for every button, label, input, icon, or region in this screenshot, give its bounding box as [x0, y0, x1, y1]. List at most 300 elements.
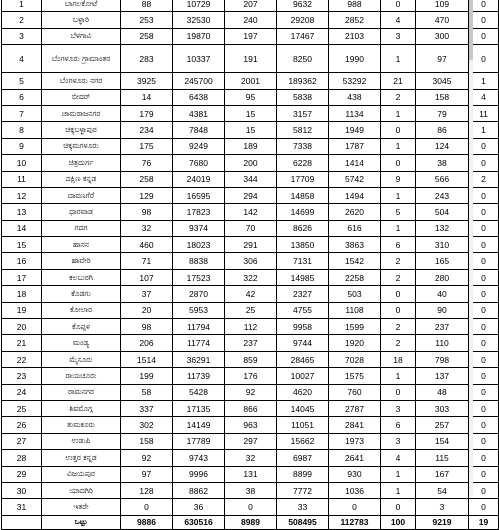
cell-c8: 0: [469, 400, 499, 416]
table-row: [2, 400, 499, 416]
cell-c1: 199: [121, 368, 173, 384]
district-name: ಬೀದರ್: [42, 89, 121, 105]
total-c3: 8989: [225, 515, 277, 529]
district-name: ಧಾರವಾಡ: [42, 204, 121, 220]
cell-c2: 17523: [173, 269, 225, 285]
cell-c4: 4755: [277, 302, 329, 318]
cell-c2: 6438: [173, 89, 225, 105]
cell-c6: 0: [381, 302, 416, 318]
cell-c8: 0: [469, 138, 499, 154]
row-number: 8: [2, 122, 42, 138]
cell-c8: 11: [469, 105, 499, 121]
district-name: ಗದಗ: [42, 220, 121, 236]
cell-c2: 19870: [173, 28, 225, 44]
scrollbar-thumb[interactable]: [469, 0, 473, 60]
cell-c3: 70: [225, 220, 277, 236]
cell-c3: 15: [225, 122, 277, 138]
cell-c4: 5838: [277, 89, 329, 105]
cell-c2: 18023: [173, 237, 225, 253]
cell-c1: 88: [121, 0, 173, 12]
cell-c2: 5953: [173, 302, 225, 318]
table-row: [2, 335, 499, 351]
cell-c6: 18: [381, 351, 416, 367]
table-row: [2, 89, 499, 105]
cell-c6: 4: [381, 12, 416, 28]
cell-c8: 0: [469, 433, 499, 449]
cell-c2: 245700: [173, 73, 225, 89]
row-number: 25: [2, 400, 42, 416]
cell-c6: 1: [381, 45, 416, 73]
row-number: 17: [2, 269, 42, 285]
cell-c5: 1134: [329, 105, 381, 121]
total-c6: 100: [381, 515, 416, 529]
cell-c4: 14045: [277, 400, 329, 416]
cell-c2: 11794: [173, 319, 225, 335]
cell-c8: 0: [469, 286, 499, 302]
district-name: ಉಡುಪಿ: [42, 433, 121, 449]
cell-c3: 38: [225, 482, 277, 498]
table-row: [2, 482, 499, 498]
cell-c1: 98: [121, 319, 173, 335]
row-number: 20: [2, 319, 42, 335]
cell-c3: 197: [225, 28, 277, 44]
cell-c5: 2852: [329, 12, 381, 28]
table-row: [2, 319, 499, 335]
cell-c6: 6: [381, 417, 416, 433]
cell-c5: 2258: [329, 269, 381, 285]
cell-c8: 0: [469, 28, 499, 44]
cell-c6: 5: [381, 204, 416, 220]
cell-c7: 165: [416, 253, 469, 269]
cell-c2: 9743: [173, 450, 225, 466]
district-name: ಮಂಡ್ಯ: [42, 335, 121, 351]
cell-c4: 2327: [277, 286, 329, 302]
row-number: 13: [2, 204, 42, 220]
cell-c3: 2001: [225, 73, 277, 89]
total-label: ಒಟ್ಟು: [42, 515, 121, 529]
cell-c7: 798: [416, 351, 469, 367]
district-name: ಬಾಗಲಕೋಟೆ: [42, 0, 121, 12]
cell-c4: 189362: [277, 73, 329, 89]
cell-c4: 28465: [277, 351, 329, 367]
cell-c1: 128: [121, 482, 173, 498]
cell-c1: 3925: [121, 73, 173, 89]
cell-c6: 1: [381, 105, 416, 121]
cell-c2: 7848: [173, 122, 225, 138]
cell-c8: 0: [469, 220, 499, 236]
cell-c3: 92: [225, 384, 277, 400]
district-name: ತುಮಕೂರು: [42, 417, 121, 433]
cell-c7: 109: [416, 0, 469, 12]
cell-c8: 0: [469, 204, 499, 220]
cell-c8: 2: [469, 171, 499, 187]
cell-c5: 988: [329, 0, 381, 12]
cell-c1: 92: [121, 450, 173, 466]
cell-c7: 310: [416, 237, 469, 253]
cell-c4: 6987: [277, 450, 329, 466]
cell-c1: 337: [121, 400, 173, 416]
cell-c2: 11774: [173, 335, 225, 351]
district-covid-table: [1, 0, 499, 530]
cell-c3: 0: [225, 499, 277, 515]
table-row: [2, 187, 499, 203]
row-number: 3: [2, 28, 42, 44]
row-number: 15: [2, 237, 42, 253]
district-name: ಕಲಬುರಗಿ: [42, 269, 121, 285]
cell-c8: 0: [469, 237, 499, 253]
district-name: ದಾವಣಗೆರೆ: [42, 187, 121, 203]
cell-c7: 86: [416, 122, 469, 138]
cell-c3: 237: [225, 335, 277, 351]
table-row: [2, 302, 499, 318]
cell-c3: 297: [225, 433, 277, 449]
row-number: 31: [2, 499, 42, 515]
cell-c4: 3157: [277, 105, 329, 121]
district-name: ವಿಜಯಪುರ: [42, 466, 121, 482]
row-number: 12: [2, 187, 42, 203]
cell-c7: 97: [416, 45, 469, 73]
cell-c4: 13850: [277, 237, 329, 253]
cell-c3: 344: [225, 171, 277, 187]
cell-c4: 17709: [277, 171, 329, 187]
cell-c5: 1036: [329, 482, 381, 498]
cell-c2: 14149: [173, 417, 225, 433]
cell-c5: 2641: [329, 450, 381, 466]
cell-c5: 2103: [329, 28, 381, 44]
row-number: 9: [2, 138, 42, 154]
row-number: 21: [2, 335, 42, 351]
cell-c8: 0: [469, 335, 499, 351]
cell-c2: 8862: [173, 482, 225, 498]
district-name: ಕೋಲಾರ: [42, 302, 121, 318]
cell-c2: 36: [173, 499, 225, 515]
row-number: 18: [2, 286, 42, 302]
cell-c7: 280: [416, 269, 469, 285]
cell-c7: 158: [416, 89, 469, 105]
cell-c2: 36291: [173, 351, 225, 367]
cell-c2: 4381: [173, 105, 225, 121]
cell-c5: 1949: [329, 122, 381, 138]
district-name: ಬೆಳಗಾವಿ: [42, 28, 121, 44]
table-row: [2, 384, 499, 400]
cell-c3: 189: [225, 138, 277, 154]
cell-c4: 7338: [277, 138, 329, 154]
cell-c6: 2: [381, 269, 416, 285]
cell-c5: 1108: [329, 302, 381, 318]
cell-c1: 58: [121, 384, 173, 400]
table-row: [2, 269, 499, 285]
cell-c7: 167: [416, 466, 469, 482]
cell-c5: 503: [329, 286, 381, 302]
cell-c8: 0: [469, 417, 499, 433]
table-row: [2, 466, 499, 482]
table-row: [2, 286, 499, 302]
cell-c5: 53292: [329, 73, 381, 89]
cell-c6: 6: [381, 237, 416, 253]
cell-c8: 0: [469, 302, 499, 318]
row-number: 30: [2, 482, 42, 498]
district-name: ರಾಮನಗರ: [42, 384, 121, 400]
cell-c4: 6228: [277, 155, 329, 171]
cell-c5: 5742: [329, 171, 381, 187]
district-name: ಬೆಂಗಳೂರು ನಗರ: [42, 73, 121, 89]
cell-c6: 2: [381, 335, 416, 351]
cell-c5: 7028: [329, 351, 381, 367]
cell-c6: 3: [381, 433, 416, 449]
cell-c5: 1575: [329, 368, 381, 384]
cell-c7: 137: [416, 368, 469, 384]
cell-c8: 0: [469, 269, 499, 285]
total-blank-cell: [2, 515, 42, 529]
cell-c4: 14985: [277, 269, 329, 285]
cell-c7: 3045: [416, 73, 469, 89]
cell-c4: 7131: [277, 253, 329, 269]
district-name: ಶಿವಮೊಗ್ಗ: [42, 400, 121, 416]
cell-c5: 1787: [329, 138, 381, 154]
district-name: ಚಿತ್ರದುರ್ಗ: [42, 155, 121, 171]
cell-c7: 90: [416, 302, 469, 318]
cell-c8: 0: [469, 466, 499, 482]
row-number: 10: [2, 155, 42, 171]
table-row: [2, 417, 499, 433]
cell-c6: 0: [381, 384, 416, 400]
cell-c7: 48: [416, 384, 469, 400]
cell-c1: 1514: [121, 351, 173, 367]
table-row: [2, 450, 499, 466]
cell-c1: 71: [121, 253, 173, 269]
cell-c5: 1542: [329, 253, 381, 269]
table-row: [2, 253, 499, 269]
cell-c5: 1920: [329, 335, 381, 351]
cell-c7: 154: [416, 433, 469, 449]
cell-c7: 243: [416, 187, 469, 203]
district-name: ಚಿಕ್ಕಮಗಳೂರು: [42, 138, 121, 154]
table-row: [2, 171, 499, 187]
cell-c4: 9958: [277, 319, 329, 335]
cell-c2: 10729: [173, 0, 225, 12]
cell-c8: 0: [469, 384, 499, 400]
cell-c8: 0: [469, 450, 499, 466]
cell-c1: 98: [121, 204, 173, 220]
cell-c2: 9249: [173, 138, 225, 154]
cell-c6: 0: [381, 122, 416, 138]
cell-c7: 3: [416, 499, 469, 515]
cell-c6: 1: [381, 220, 416, 236]
cell-c8: 0: [469, 0, 499, 12]
total-row: [2, 515, 499, 529]
cell-c3: 207: [225, 0, 277, 12]
cell-c4: 8899: [277, 466, 329, 482]
cell-c1: 175: [121, 138, 173, 154]
cell-c7: 470: [416, 12, 469, 28]
cell-c3: 200: [225, 155, 277, 171]
row-number: 14: [2, 220, 42, 236]
cell-c8: 0: [469, 12, 499, 28]
table-row: [2, 204, 499, 220]
cell-c2: 11739: [173, 368, 225, 384]
cell-c3: 322: [225, 269, 277, 285]
cell-c8: 0: [469, 368, 499, 384]
cell-c2: 32530: [173, 12, 225, 28]
row-number: 24: [2, 384, 42, 400]
total-c8: 19: [469, 515, 499, 529]
row-number: 2: [2, 12, 42, 28]
district-name: ಯಾದಗಿರಿ: [42, 482, 121, 498]
district-name: ದಕ್ಷಿಣ ಕನ್ನಡ: [42, 171, 121, 187]
cell-c5: 3863: [329, 237, 381, 253]
cell-c6: 1: [381, 482, 416, 498]
cell-c1: 258: [121, 171, 173, 187]
table-row: [2, 122, 499, 138]
cell-c8: 4: [469, 89, 499, 105]
cell-c6: 1: [381, 138, 416, 154]
cell-c1: 258: [121, 28, 173, 44]
cell-c3: 32: [225, 450, 277, 466]
vertical-scrollbar[interactable]: [469, 0, 473, 496]
table-row: [2, 0, 499, 12]
cell-c8: 0: [469, 482, 499, 498]
cell-c6: 0: [381, 0, 416, 12]
cell-c6: 4: [381, 450, 416, 466]
cell-c4: 10027: [277, 368, 329, 384]
table-row: [2, 45, 499, 73]
cell-c3: 131: [225, 466, 277, 482]
cell-c2: 17135: [173, 400, 225, 416]
cell-c4: 33: [277, 499, 329, 515]
cell-c5: 1414: [329, 155, 381, 171]
cell-c3: 294: [225, 187, 277, 203]
cell-c3: 15: [225, 105, 277, 121]
cell-c7: 132: [416, 220, 469, 236]
cell-c6: 0: [381, 286, 416, 302]
district-name: ಇತರೇ: [42, 499, 121, 515]
district-name: ಮೈಸೂರು: [42, 351, 121, 367]
cell-c6: 3: [381, 28, 416, 44]
cell-c6: 1: [381, 466, 416, 482]
row-number: 1: [2, 0, 42, 12]
cell-c5: 2787: [329, 400, 381, 416]
table-row: [2, 368, 499, 384]
cell-c4: 4620: [277, 384, 329, 400]
cell-c4: 9744: [277, 335, 329, 351]
cell-c5: 1990: [329, 45, 381, 73]
cell-c2: 7680: [173, 155, 225, 171]
cell-c3: 25: [225, 302, 277, 318]
district-name: ಬೆಂಗಳೂರು ಗ್ರಾಮಾಂತರ: [42, 45, 121, 73]
district-name: ಉತ್ತರ ಕನ್ನಡ: [42, 450, 121, 466]
cell-c4: 29208: [277, 12, 329, 28]
cell-c4: 15662: [277, 433, 329, 449]
total-c1: 9886: [121, 515, 173, 529]
cell-c7: 54: [416, 482, 469, 498]
cell-c5: 1973: [329, 433, 381, 449]
cell-c7: 566: [416, 171, 469, 187]
table-row: [2, 155, 499, 171]
cell-c6: 2: [381, 319, 416, 335]
cell-c1: 129: [121, 187, 173, 203]
row-number: 4: [2, 45, 42, 73]
table-row: [2, 12, 499, 28]
cell-c6: 3: [381, 400, 416, 416]
cell-c5: 760: [329, 384, 381, 400]
cell-c1: 179: [121, 105, 173, 121]
cell-c4: 11051: [277, 417, 329, 433]
cell-c1: 460: [121, 237, 173, 253]
district-name: ಕೊಪ್ಪಳ: [42, 319, 121, 335]
district-name: ಹಾಸನ: [42, 237, 121, 253]
row-number: 29: [2, 466, 42, 482]
district-name: ಕೊಡಗು: [42, 286, 121, 302]
cell-c4: 7772: [277, 482, 329, 498]
cell-c3: 291: [225, 237, 277, 253]
cell-c2: 9996: [173, 466, 225, 482]
cell-c4: 17467: [277, 28, 329, 44]
row-number: 23: [2, 368, 42, 384]
table-row: [2, 73, 499, 89]
district-name: ಚಿಕ್ಕಬಳ್ಳಾಪುರ: [42, 122, 121, 138]
cell-c5: 2841: [329, 417, 381, 433]
table-row: [2, 351, 499, 367]
cell-c8: 0: [469, 319, 499, 335]
cell-c2: 2870: [173, 286, 225, 302]
cell-c3: 176: [225, 368, 277, 384]
table-row: [2, 138, 499, 154]
cell-c6: 0: [381, 155, 416, 171]
cell-c5: 0: [329, 499, 381, 515]
cell-c8: 1: [469, 122, 499, 138]
cell-c1: 158: [121, 433, 173, 449]
cell-c8: 0: [469, 253, 499, 269]
cell-c1: 107: [121, 269, 173, 285]
cell-c1: 76: [121, 155, 173, 171]
cell-c6: 9: [381, 171, 416, 187]
cell-c2: 9374: [173, 220, 225, 236]
cell-c8: 0: [469, 499, 499, 515]
cell-c1: 206: [121, 335, 173, 351]
cell-c3: 306: [225, 253, 277, 269]
table-row: [2, 28, 499, 44]
table-row: [2, 237, 499, 253]
row-number: 22: [2, 351, 42, 367]
cell-c1: 37: [121, 286, 173, 302]
row-number: 16: [2, 253, 42, 269]
cell-c2: 16595: [173, 187, 225, 203]
cell-c7: 124: [416, 138, 469, 154]
cell-c1: 302: [121, 417, 173, 433]
cell-c7: 300: [416, 28, 469, 44]
cell-c1: 32: [121, 220, 173, 236]
district-name: ರಾಯಚೂರು: [42, 368, 121, 384]
district-name: ಹಾವೇರಿ: [42, 253, 121, 269]
cell-c7: 237: [416, 319, 469, 335]
cell-c6: 1: [381, 187, 416, 203]
total-c5: 112783: [329, 515, 381, 529]
cell-c8: 0: [469, 351, 499, 367]
cell-c3: 191: [225, 45, 277, 73]
cell-c3: 42: [225, 286, 277, 302]
cell-c4: 5812: [277, 122, 329, 138]
cell-c2: 5428: [173, 384, 225, 400]
row-number: 28: [2, 450, 42, 466]
cell-c3: 963: [225, 417, 277, 433]
cell-c2: 24019: [173, 171, 225, 187]
table-row: [2, 499, 499, 515]
cell-c5: 1599: [329, 319, 381, 335]
cell-c8: 1: [469, 73, 499, 89]
cell-c4: 8250: [277, 45, 329, 73]
cell-c1: 253: [121, 12, 173, 28]
cell-c1: 20: [121, 302, 173, 318]
